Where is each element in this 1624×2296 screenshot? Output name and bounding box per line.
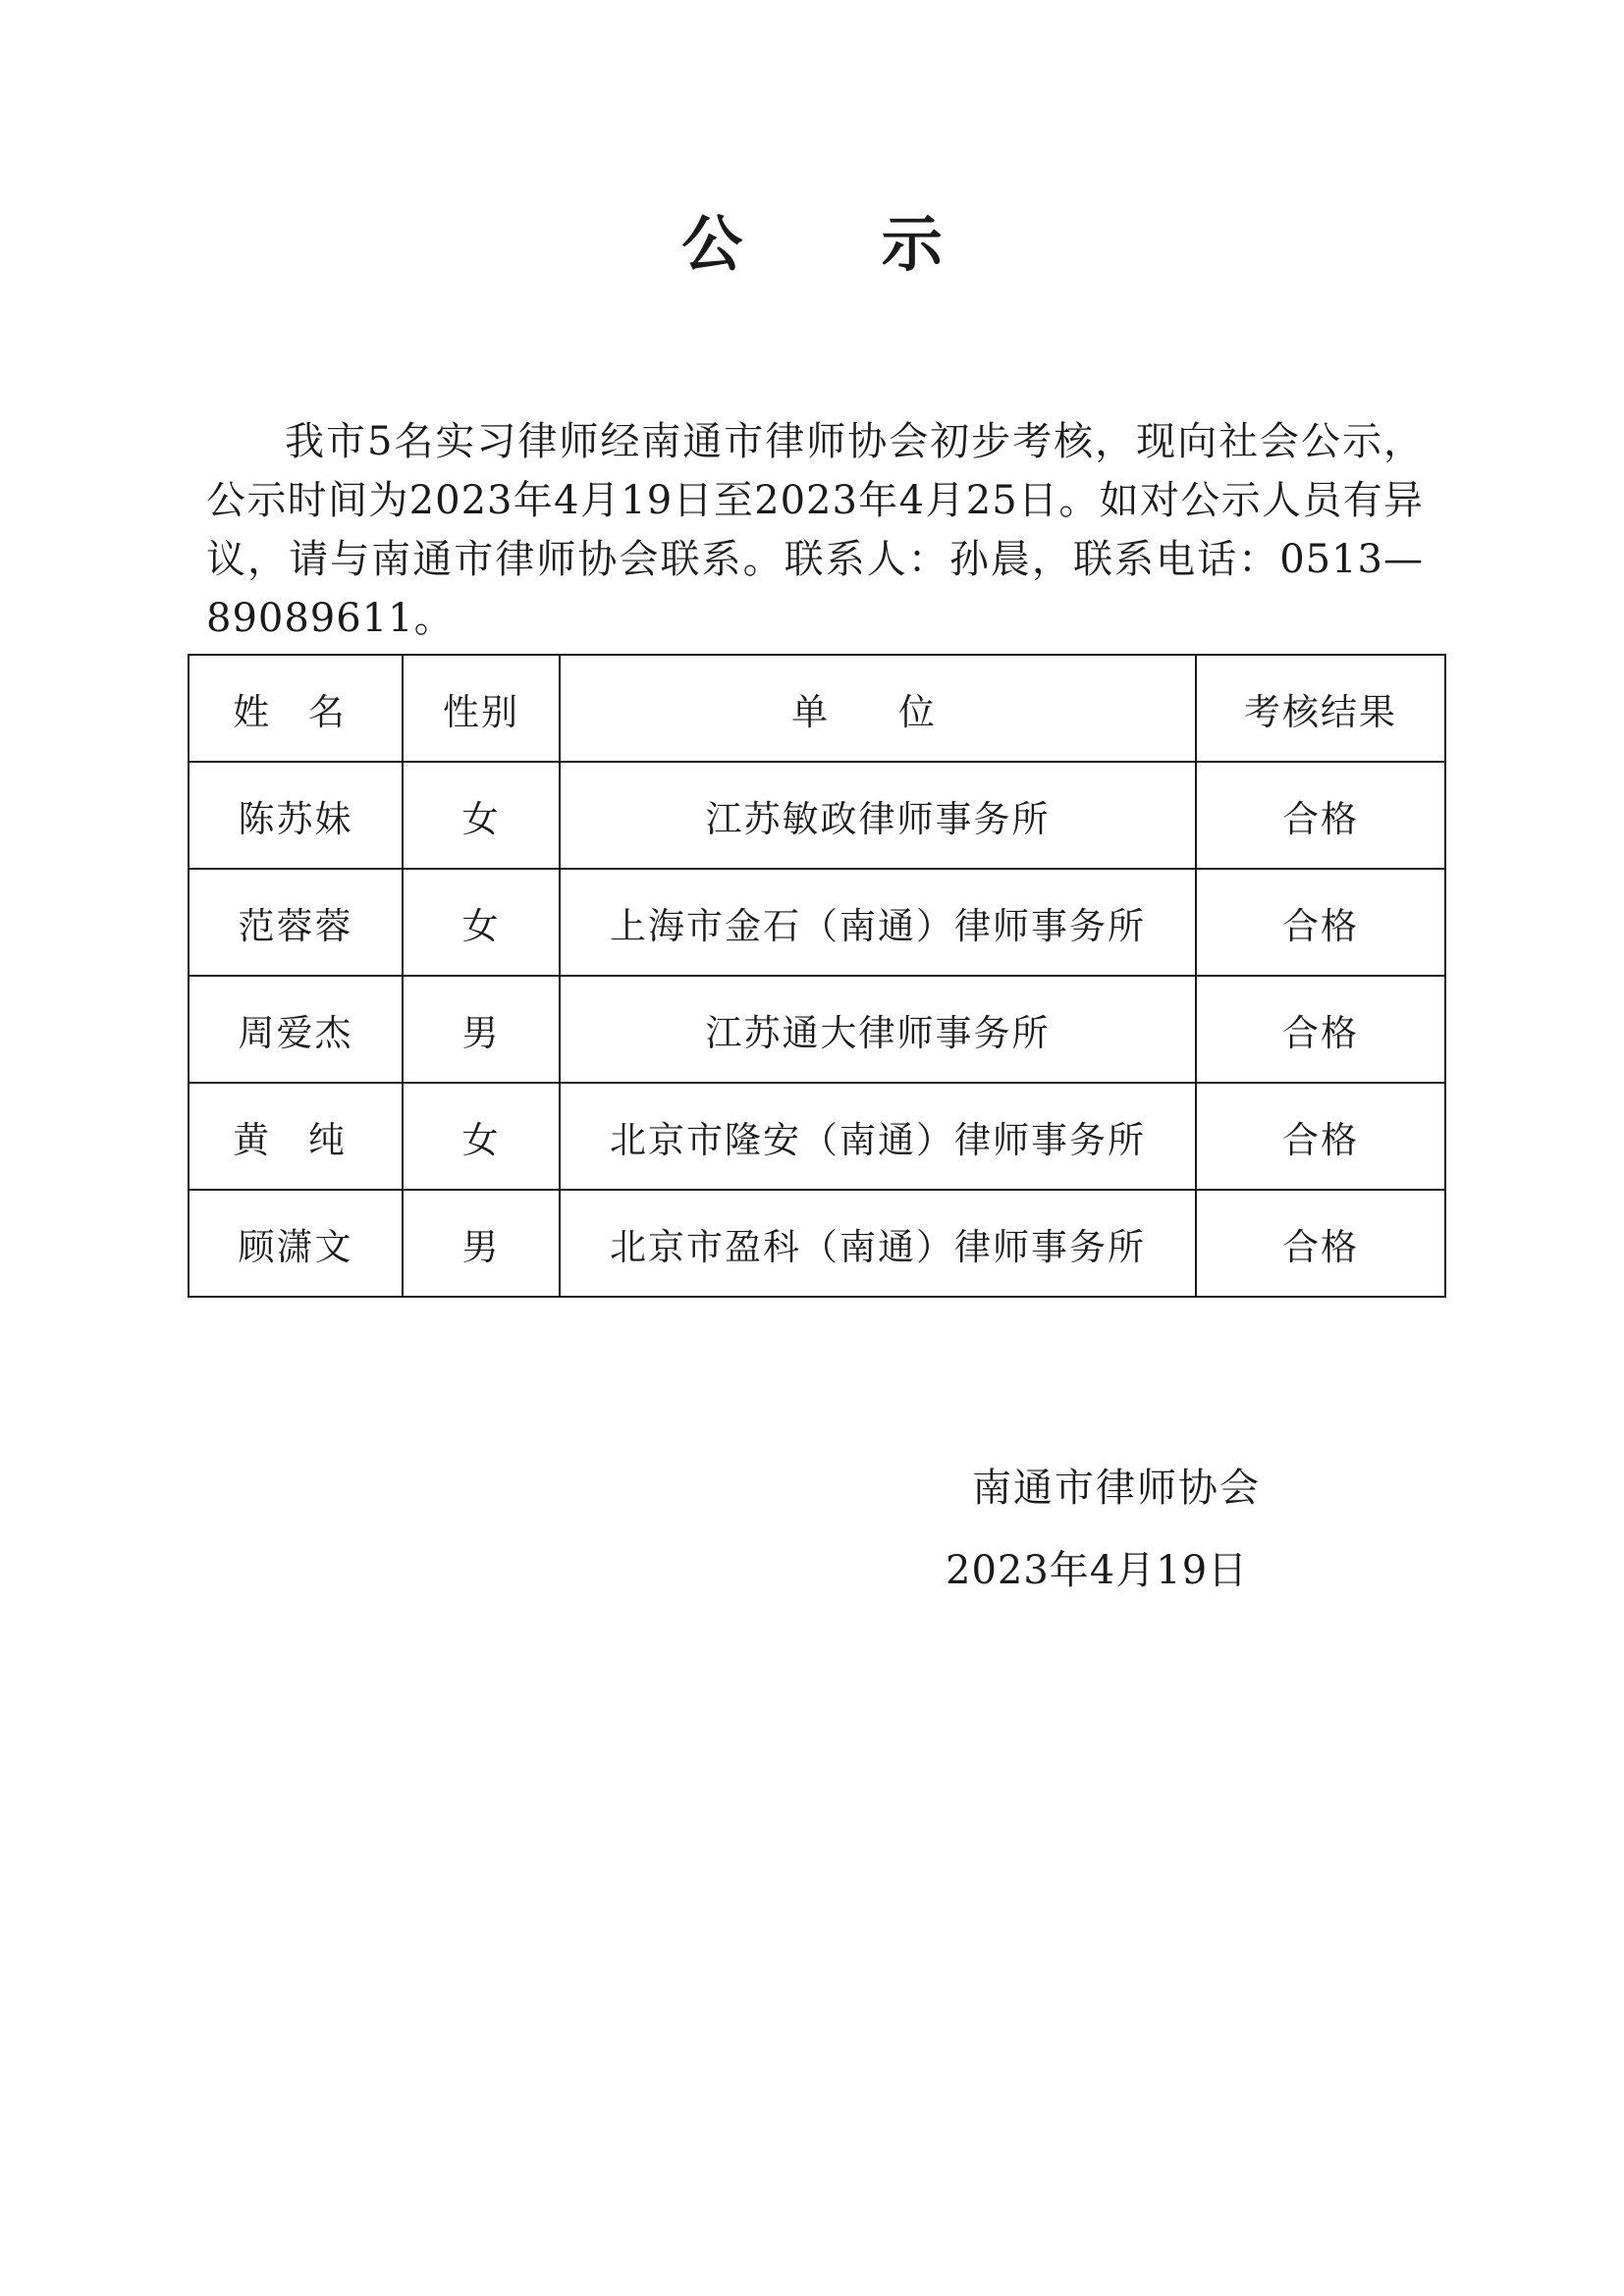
cell-result: 合格 [1196,869,1445,976]
header-name: 姓 名 [189,655,403,762]
notice-body: 我市5名实习律师经南通市律师协会初步考核，现向社会公示，公示时间为2023年4月19日至2023年4月25日。如对公示人员有异议，请与南通市律师协会联系。联系人：孙晨，联系电话：0513—89089611。 [206,419,1424,641]
table-row [189,762,1445,869]
cell-gender: 男 [403,976,560,1083]
table-row [189,1190,1445,1297]
result-table [188,654,1446,1298]
header-unit: 单 位 [560,655,1196,762]
cell-name: 黄 纯 [189,1083,403,1190]
cell-unit: 江苏敏政律师事务所 [560,762,1196,869]
cell-gender: 女 [403,762,560,869]
header-gender: 性别 [403,655,560,762]
table-row [189,1083,1445,1190]
cell-result: 合格 [1196,762,1445,869]
cell-unit: 北京市隆安（南通）律师事务所 [560,1083,1196,1190]
table-header-row [189,655,1445,762]
cell-gender: 女 [403,1083,560,1190]
cell-result: 合格 [1196,1190,1445,1297]
header-result: 考核结果 [1196,655,1445,762]
page-title: 公 示 [681,208,1001,280]
cell-unit: 上海市金石（南通）律师事务所 [560,869,1196,976]
cell-name: 范蓉蓉 [189,869,403,976]
cell-unit: 北京市盈科（南通）律师事务所 [560,1190,1196,1297]
cell-name: 周爱杰 [189,976,403,1083]
table-row [189,976,1445,1083]
cell-gender: 女 [403,869,560,976]
cell-gender: 男 [403,1190,560,1297]
cell-result: 合格 [1196,976,1445,1083]
signature-date: 2023年4月19日 [946,1548,1249,1593]
cell-unit: 江苏通大律师事务所 [560,976,1196,1083]
signature-organization: 南通市律师协会 [972,1466,1261,1511]
table-row [189,869,1445,976]
cell-name: 陈苏妹 [189,762,403,869]
cell-result: 合格 [1196,1083,1445,1190]
cell-name: 顾潇文 [189,1190,403,1297]
